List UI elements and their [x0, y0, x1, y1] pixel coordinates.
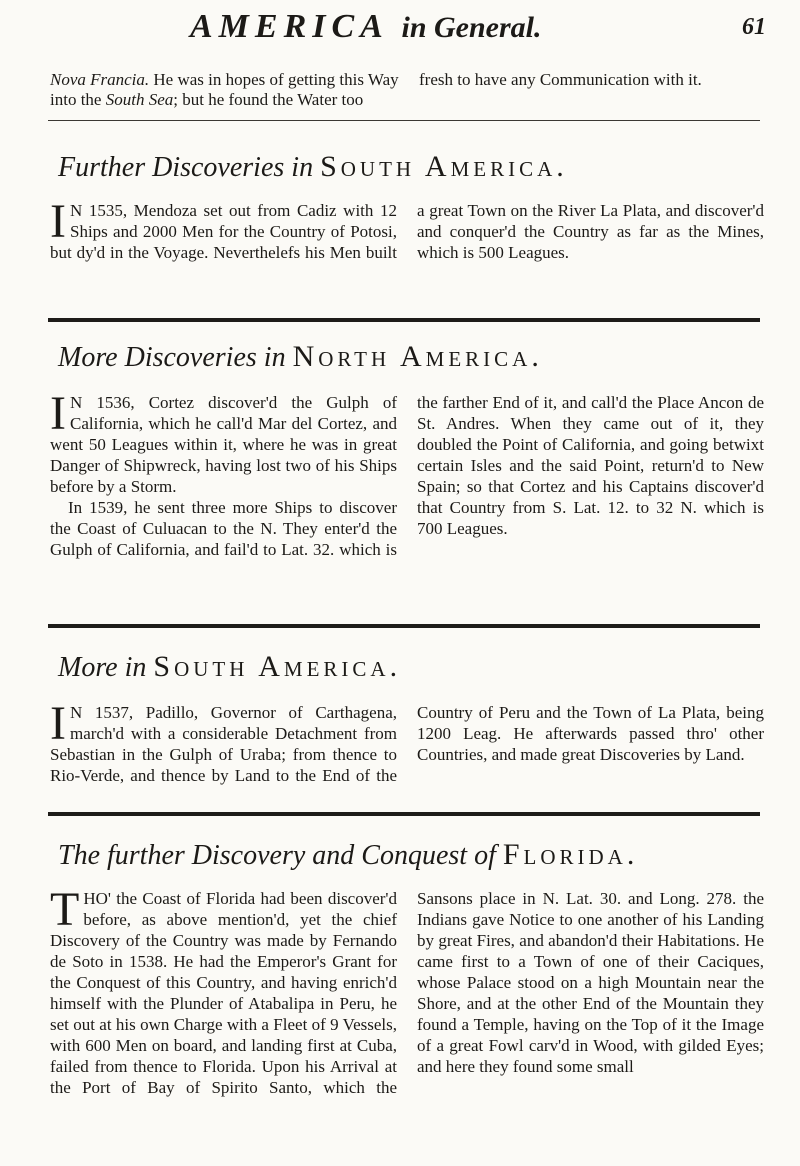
- drop-cap: T: [50, 883, 80, 936]
- section-text: HO' the Coast of Florida had been discover'd before, as above mention'd, yet the chief Discovery of the Country was made by Fernando de Soto in 1538. He had the Emperor's Grant for the Conquest of this Country, and having enrich'd himself with the Plunder of Atabalipa in Peru, he set out at his own Charge with a Fleet of 9 Vessels, with 600 Men on board, and landing first at Cuba, failed from thence to Florida. Upon his Arrival at the Port of Bay of Spirito Santo, which the Sansons place in N. Lat. 30. and Long. 278. the Indians gave Notice to one another of his Landing by great Fires, and abandon'd their Habitations. He came first to a Town of one of their Caciques, whose Palace stood on a high Mountain near the Shore, and at the other End of the Mountain they found a Temple, having on the Top of it the Image of a great Fowl carv'd in Wood, with gilded Eyes; and here they found some small: [50, 889, 764, 1097]
- heading-caps: Florida.: [502, 838, 639, 871]
- running-head: [190, 8, 690, 46]
- heading-caps: South America.: [153, 650, 402, 683]
- intro-text-2: ; but he found the Water too fresh to have any Communication with it.: [173, 70, 702, 109]
- heading-italic: Further Discoveries in: [58, 152, 314, 183]
- intro-south-sea: South Sea: [105, 90, 174, 109]
- heading-caps: South America.: [320, 150, 568, 183]
- divider: [48, 624, 760, 628]
- running-title: AMERICA: [190, 8, 387, 45]
- section-body-4: [50, 883, 764, 1138]
- section-heading-2: [58, 340, 778, 374]
- section-body-2: [50, 387, 764, 592]
- section-text-2: In 1539, he sent three more Ships to discover the Coast of Culuacan to the N. They enter'd the Gulph of California, and fail'd to Lat. 32. which is the farther End of it, and call'd the Place Ancon de St. Andres. When they came out of it, they doubled the Point of California, and going betwixt certain Isles and the said Point, return'd to New Spain; so that Cortez and his Captains discover'd that Country from S. Lat. 12. to 32 N. which is 700 Leagues.: [50, 393, 764, 559]
- divider: [48, 812, 760, 816]
- section-text: N 1535, Mendoza set out from Cadiz with 12 Ships and 2000 Men for the Country of Potosi, but dy'd in the Voyage. Neverthelefs his Men built a great Town on the River La Plata, and discover'd and conquer'd the Country as far as the Mines, which is 500 Leagues.: [50, 201, 764, 262]
- intro-text-1: He was in hopes of getting this Way into the: [50, 70, 399, 109]
- section-body-3: [50, 697, 764, 794]
- heading-italic: More in: [58, 652, 147, 683]
- heading-italic: The further Discovery and Conquest of: [58, 840, 496, 871]
- intro-place: Nova Francia.: [50, 70, 150, 89]
- divider: [48, 120, 760, 121]
- section-text: N 1537, Padillo, Governor of Carthagena, march'd with a considerable Detachment from Sebastian in the Gulph of Uraba; from thence to Rio-Verde, and thence by Land to the End of the Country of Peru and the Town of La Plata, being 1200 Leag. He afterwards passed thro' other Countries, and made great Discoveries by Land.: [50, 703, 764, 785]
- section-heading-3: [58, 650, 778, 684]
- page-number: 61: [742, 14, 766, 40]
- section-heading-1: [58, 150, 778, 184]
- heading-italic: More Discoveries in: [58, 342, 286, 373]
- heading-caps: North America.: [292, 340, 543, 373]
- drop-cap: I: [50, 387, 66, 440]
- drop-cap: I: [50, 195, 66, 248]
- section-heading-4: [58, 838, 778, 872]
- intro-paragraph: [50, 70, 770, 110]
- running-subtitle: in General.: [401, 11, 542, 44]
- drop-cap: I: [50, 697, 66, 750]
- divider: [48, 318, 760, 322]
- section-text: N 1536, Cortez discover'd the Gulph of California, which he call'd Mar del Cortez, and went 50 Leagues within it, where he was in great Danger of Shipwreck, having lost two of his Ships before by a Storm.: [50, 393, 397, 496]
- section-body-1: [50, 195, 764, 288]
